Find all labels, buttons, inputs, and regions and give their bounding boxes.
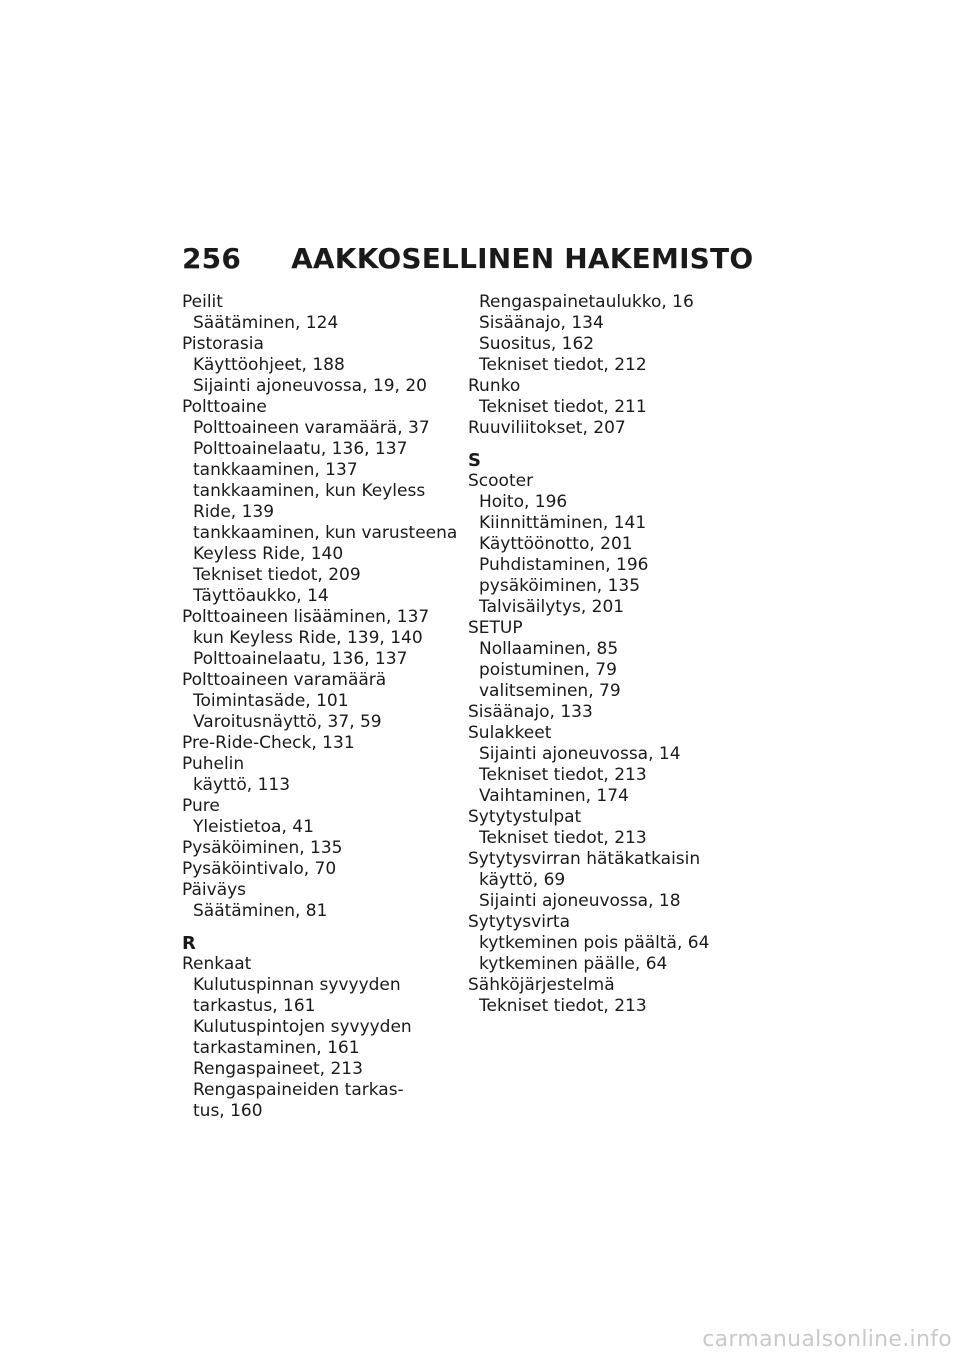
index-subentry: tankkaaminen, kun Keyless — [193, 481, 426, 501]
index-letter-heading: R — [182, 933, 196, 954]
index-term: Pure — [182, 796, 220, 816]
index-subentry: Kiinnittäminen, 141 — [479, 513, 647, 533]
index-term: Ruuviliitokset, 207 — [468, 418, 626, 438]
index-subentry: Täyttöaukko, 14 — [193, 586, 329, 606]
index-term: Sytytysvirta — [468, 912, 571, 932]
page-header — [182, 241, 753, 277]
index-column-right — [468, 292, 728, 1017]
index-term: Sähköjärjestelmä — [468, 975, 615, 995]
index-subentry: tankkaaminen, kun varusteena — [193, 523, 458, 543]
index-subentry: kytkeminen pois päältä, 64 — [479, 933, 710, 953]
index-subentry: käyttö, 113 — [193, 775, 291, 795]
index-subentry: tarkastus, 161 — [193, 996, 316, 1016]
index-term: Sisäänajo, 133 — [468, 702, 593, 722]
index-subentry: Sisäänajo, 134 — [479, 313, 604, 333]
index-letter-heading: S — [468, 450, 481, 471]
index-term: Renkaat — [182, 954, 252, 974]
index-subentry: Säätäminen, 81 — [193, 901, 328, 921]
index-subentry: poistuminen, 79 — [479, 660, 617, 680]
index-subentry: pysäköiminen, 135 — [479, 576, 641, 596]
index-subentry: Käyttöönotto, 201 — [479, 534, 633, 554]
index-subentry: Rengaspaineiden tarkas- — [193, 1080, 404, 1100]
index-subentry: Yleistietoa, 41 — [193, 817, 314, 837]
index-subentry: Tekniset tiedot, 213 — [479, 765, 647, 785]
index-term: Scooter — [468, 471, 534, 491]
index-subentry: tus, 160 — [193, 1101, 263, 1121]
index-subentry: Polttoaineen varamäärä, 37 — [193, 418, 430, 438]
index-term: Sytytysvirran hätäkatkaisin — [468, 849, 701, 869]
index-subentry: Kulutuspintojen syvyyden — [193, 1017, 412, 1037]
index-subentry: Säätäminen, 124 — [193, 313, 339, 333]
index-subentry: Tekniset tiedot, 211 — [479, 397, 647, 417]
index-term: Peilit — [182, 292, 223, 312]
watermark: carmanualsonline.info — [702, 1327, 952, 1352]
index-subentry: Hoito, 196 — [479, 492, 568, 512]
index-term: Sulakkeet — [468, 723, 552, 743]
index-subentry: Polttoainelaatu, 136, 137 — [193, 649, 408, 669]
index-term: Pysäköiminen, 135 — [182, 838, 343, 858]
index-subentry: Sijainti ajoneuvossa, 19, 20 — [193, 376, 427, 396]
index-subentry: Vaihtaminen, 174 — [479, 786, 629, 806]
index-term: Sytytystulpat — [468, 807, 582, 827]
index-subentry: Kulutuspinnan syvyyden — [193, 975, 401, 995]
index-subentry: käyttö, 69 — [479, 870, 566, 890]
index-subentry: Ride, 139 — [193, 502, 275, 522]
index-subentry: Toimintasäde, 101 — [193, 691, 349, 711]
index-term: Pre-Ride-Check, 131 — [182, 733, 355, 753]
index-term: Pysäköintivalo, 70 — [182, 859, 337, 879]
index-subentry: Rengaspainetaulukko, 16 — [479, 292, 694, 312]
index-subentry: Sijainti ajoneuvossa, 18 — [479, 891, 681, 911]
index-term: Runko — [468, 376, 521, 396]
index-subentry: Polttoainelaatu, 136, 137 — [193, 439, 408, 459]
index-subentry: Tekniset tiedot, 213 — [479, 996, 647, 1016]
index-subentry: kytkeminen päälle, 64 — [479, 954, 668, 974]
index-term: Puhelin — [182, 754, 245, 774]
index-subentry: Tekniset tiedot, 213 — [479, 828, 647, 848]
index-subentry: valitseminen, 79 — [479, 681, 621, 701]
index-subentry: Varoitusnäyttö, 37, 59 — [193, 712, 382, 732]
index-subentry: Puhdistaminen, 196 — [479, 555, 649, 575]
index-subentry: tankkaaminen, 137 — [193, 460, 358, 480]
index-subentry: Rengaspaineet, 213 — [193, 1059, 363, 1079]
index-term: Päiväys — [182, 880, 247, 900]
index-subentry: Sijainti ajoneuvossa, 14 — [479, 744, 681, 764]
index-term: SETUP — [468, 618, 523, 638]
index-term: Polttoaineen varamäärä — [182, 670, 387, 690]
index-subentry: Tekniset tiedot, 212 — [479, 355, 647, 375]
index-term: Polttoaine — [182, 397, 267, 417]
index-subentry: Käyttöohjeet, 188 — [193, 355, 345, 375]
index-term: Pistorasia — [182, 334, 264, 354]
index-subentry: kun Keyless Ride, 139, 140 — [193, 628, 423, 648]
index-subentry: Suositus, 162 — [479, 334, 595, 354]
index-subentry: Tekniset tiedot, 209 — [193, 565, 361, 585]
index-column-left — [182, 292, 458, 1122]
page-number: 256 — [182, 242, 242, 275]
page-title: AAKKOSELLINEN HAKEMISTO — [291, 242, 754, 275]
index-subentry: tarkastaminen, 161 — [193, 1038, 360, 1058]
index-subentry: Nollaaminen, 85 — [479, 639, 619, 659]
index-subentry: Keyless Ride, 140 — [193, 544, 344, 564]
index-subentry: Talvisäilytys, 201 — [479, 597, 625, 617]
index-term: Polttoaineen lisääminen, 137 — [182, 607, 430, 627]
